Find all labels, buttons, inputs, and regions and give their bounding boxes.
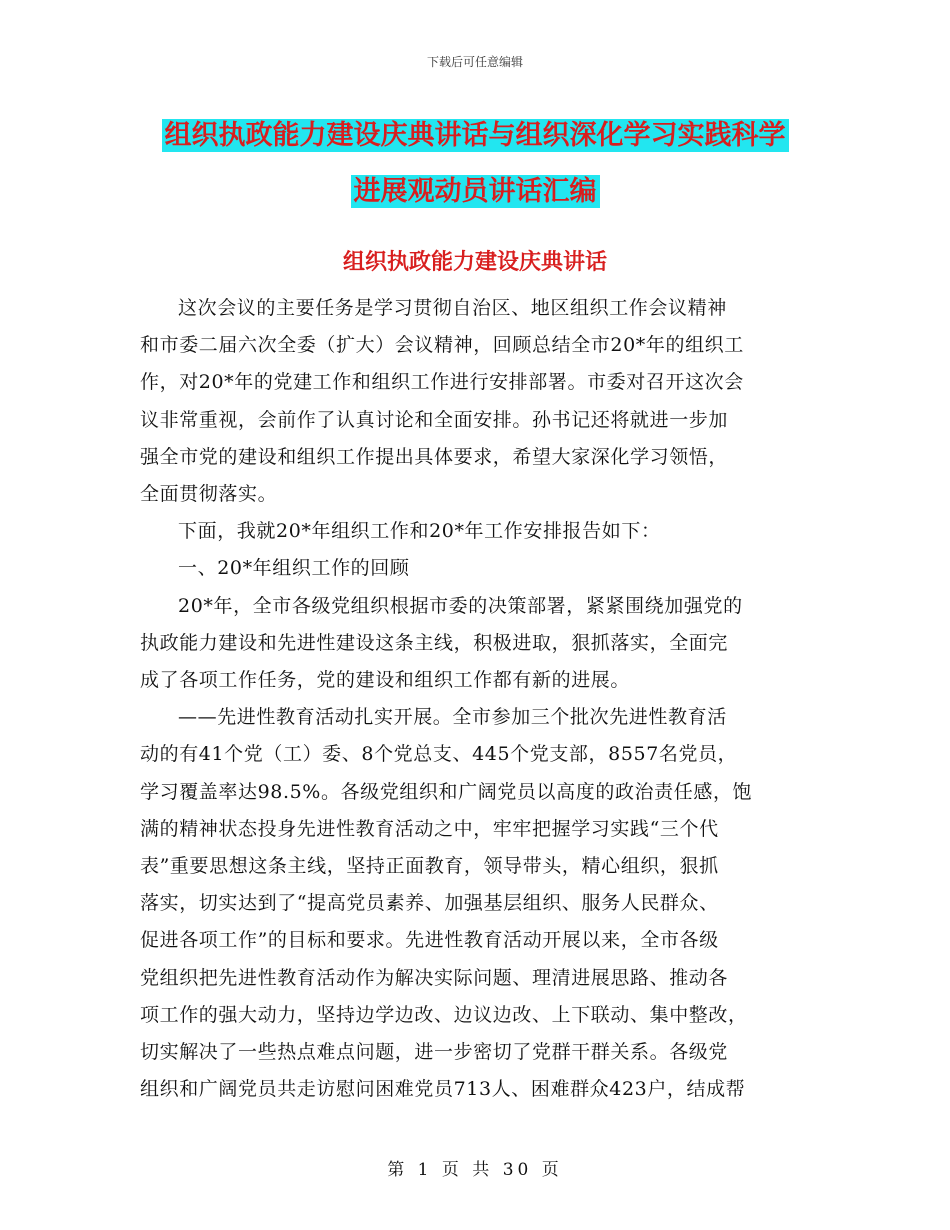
paragraph-5-line-2: 动的有41个党（工）委、8个党总支、445个党支部，8557名党员， [140, 743, 738, 766]
page-number: 第 1 页 共 30 页 [387, 1160, 563, 1180]
document-title-line-1: 组织执政能力建设庆典讲话与组织深化学习实践科学 [162, 119, 789, 152]
paragraph-4-line-2: 执政能力建设和先进性建设这条主线，积极进取，狠抓落实，全面完 [140, 631, 729, 654]
paragraph-5-line-7: 促进各项工作”的目标和要求。先进性教育活动开展以来，全市各级 [140, 929, 719, 952]
document-title-line-2: 进展观动员讲话汇编 [351, 175, 600, 208]
paragraph-5-line-3: 学习覆盖率达98.5%。各级党组织和广阔党员以高度的政治责任感，饱 [140, 780, 753, 803]
paragraph-4-line-1: 20*年，全市各级党组织根据市委的决策部署，紧紧围绕加强党的 [178, 594, 743, 617]
paragraph-5-line-4: 满的精神状态投身先进性教育活动之中，牢牢把握学习实践“三个代 [140, 817, 719, 840]
paragraph-1-line-4: 议非常重视，会前作了认真讨论和全面安排。孙书记还将就进一步加 [140, 408, 729, 431]
paragraph-5-line-10: 切实解决了一些热点难点问题，进一步密切了党群干群关系。各级党 [140, 1041, 729, 1064]
section-title: 组织执政能力建设庆典讲话 [342, 250, 607, 275]
paragraph-5-line-8: 党组织把先进性教育活动作为解决实际问题、理清进展思路、推动各 [140, 966, 729, 989]
paragraph-5-line-5: 表”重要思想这条主线，坚持正面教育，领导带头，精心组织，狠抓 [140, 855, 719, 878]
paragraph-1-line-2: 和市委二届六次全委（扩大）会议精神，回顾总结全市20*年的组织工 [140, 334, 744, 357]
paragraph-5-line-1: ——先进性教育活动扎实开展。全市参加三个批次先进性教育活 [178, 706, 727, 729]
paragraph-1-line-1: 这次会议的主要任务是学习贯彻自治区、地区组织工作会议精神 [178, 297, 727, 319]
paragraph-5-line-11: 组织和广阔党员共走访慰问困难党员713人、困难群众423户，结成帮 [140, 1078, 746, 1101]
paragraph-1-line-3: 作，对20*年的党建工作和组织工作进行安排部署。市委对召开这次会 [140, 371, 744, 394]
paragraph-5-line-9: 项工作的强大动力，坚持边学边改、边议边改、上下联动、集中整改， [140, 1003, 748, 1026]
paragraph-3-line-1: 一、20*年组织工作的回顾 [178, 557, 410, 580]
paragraph-5-line-6: 落实，切实达到了“提高党员素养、加强基层组织、服务人民群众、 [140, 892, 719, 915]
document-title [140, 108, 810, 220]
paragraph-2-line-1: 下面，我就20*年组织工作和20*年工作安排报告如下： [178, 520, 661, 543]
paragraph-1-line-5: 强全市党的建设和组织工作提出具体要求，希望大家深化学习领悟， [140, 445, 729, 468]
paragraph-4-line-3: 成了各项工作任务，党的建设和组织工作都有新的进展。 [140, 669, 631, 692]
document-body [140, 290, 810, 1108]
paragraph-1-line-6: 全面贯彻落实。 [140, 483, 278, 506]
page-header-note: 下载后可任意编辑 [426, 55, 523, 69]
